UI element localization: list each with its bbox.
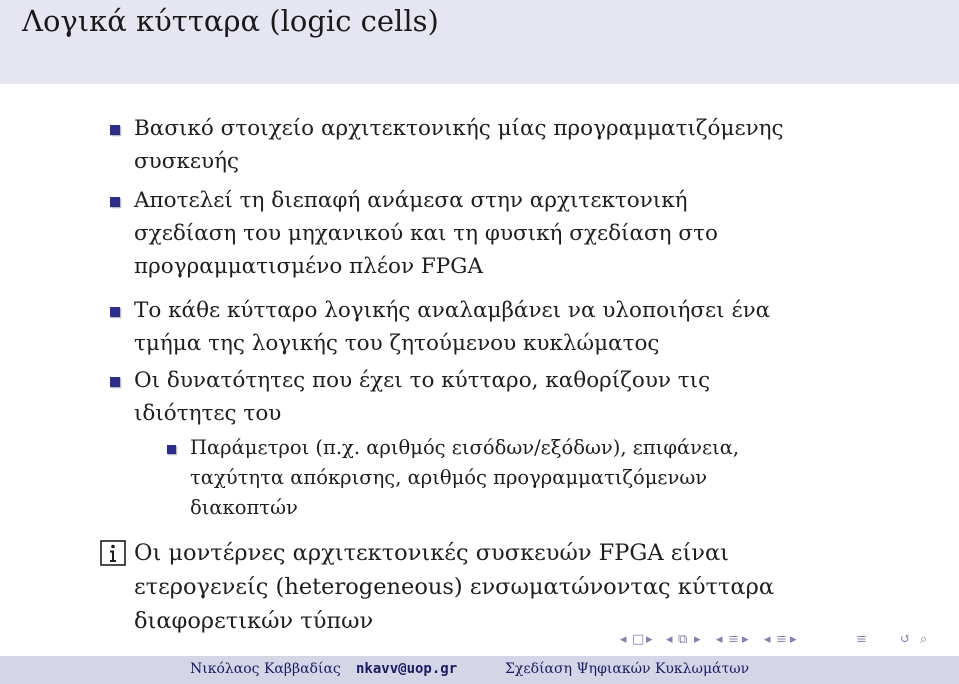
beamer-navigation-bar xyxy=(620,632,950,652)
slide-title: Λογικά κύτταρα (logic cells) xyxy=(22,4,439,38)
info-text-line: Οι μοντέρνες αρχιτεκτονικές συσκευών FPGA είναι xyxy=(134,540,729,566)
bullet-text-line: Το κάθε κύτταρο λογικής αναλαμβάνει να υλοποιήσει ένα xyxy=(134,298,771,323)
nav-subsection-icon[interactable]: ⧉ xyxy=(678,632,688,647)
bullet-icon xyxy=(110,307,120,317)
nav-frame-icon[interactable]: □ xyxy=(632,632,645,647)
bullet-text-line: τμήμα της λογικής του ζητούμενου κυκλώματος xyxy=(134,331,660,356)
info-icon xyxy=(100,540,126,566)
footer-email: nkavv@uop.gr xyxy=(356,661,458,677)
footer-author: Νικόλαος Καββαδίας xyxy=(190,661,341,677)
nav-next-doc-icon[interactable]: ▸ xyxy=(790,632,797,647)
nav-next-section-icon[interactable]: ▸ xyxy=(742,632,749,647)
nav-prev-frame-icon[interactable]: ◂ xyxy=(620,632,627,647)
info-text-line: ετερογενείς (heterogeneous) ενσωματώνοντας κύτταρα xyxy=(134,574,775,600)
nav-section-icon[interactable]: ≡ xyxy=(728,632,739,647)
nav-align-icon[interactable]: ≡ xyxy=(856,632,867,647)
bullet-icon xyxy=(110,197,120,207)
nav-prev-subsection-icon[interactable]: ◂ xyxy=(666,632,673,647)
sub-bullet-text-line: διακοπτών xyxy=(190,496,298,519)
nav-back-icon[interactable]: ↺ xyxy=(900,632,911,647)
frame-title-bar xyxy=(0,0,959,84)
bullet-text-line: ιδιότητες του xyxy=(134,401,282,426)
bullet-icon xyxy=(110,125,120,135)
bullet-text-line: συσκευής xyxy=(134,149,239,174)
bullet-item xyxy=(134,294,914,360)
bullet-text-line: Αποτελεί τη διεπαφή ανάμεσα στην αρχιτεκτονική xyxy=(134,188,688,213)
nav-next-frame-icon[interactable]: ▸ xyxy=(646,632,653,647)
bullet-text-line: Οι δυνατότητες που έχει το κύτταρο, καθορίζουν τις xyxy=(134,368,711,393)
bullet-icon xyxy=(110,377,120,387)
nav-doc-icon[interactable]: ≡ xyxy=(776,632,787,647)
info-text-line: διαφορετικών τύπων xyxy=(134,608,374,634)
bullet-text-line: προγραμματισμένο πλέον FPGA xyxy=(134,254,483,279)
sub-bullet-item xyxy=(190,433,830,523)
bullet-item xyxy=(134,184,914,283)
sub-bullet-text-line: ταχύτητα απόκρισης, αριθμός προγραμματιζόμενων xyxy=(190,466,708,489)
bullet-text-line: σχεδίαση του μηχανικού και τη φυσική σχεδίαση στο xyxy=(134,221,718,246)
info-item xyxy=(134,536,914,638)
bullet-item xyxy=(134,364,914,430)
nav-prev-section-icon[interactable]: ◂ xyxy=(716,632,723,647)
bullet-item xyxy=(134,112,914,178)
nav-prev-doc-icon[interactable]: ◂ xyxy=(764,632,771,647)
footer-course: Σχεδίαση Ψηφιακών Κυκλωμάτων xyxy=(505,661,750,677)
nav-next-subsection-icon[interactable]: ▸ xyxy=(694,632,701,647)
nav-search-icon[interactable]: ⌕ xyxy=(920,632,928,647)
bullet-text-line: Βασικό στοιχείο αρχιτεκτονικής μίας προγραμματιζόμενης xyxy=(134,116,784,141)
sub-bullet-icon xyxy=(167,445,176,454)
sub-bullet-text-line: Παράμετροι (π.χ. αριθμός εισόδων/εξόδων), επιφάνεια, xyxy=(190,436,740,459)
footer-bar xyxy=(0,656,959,684)
